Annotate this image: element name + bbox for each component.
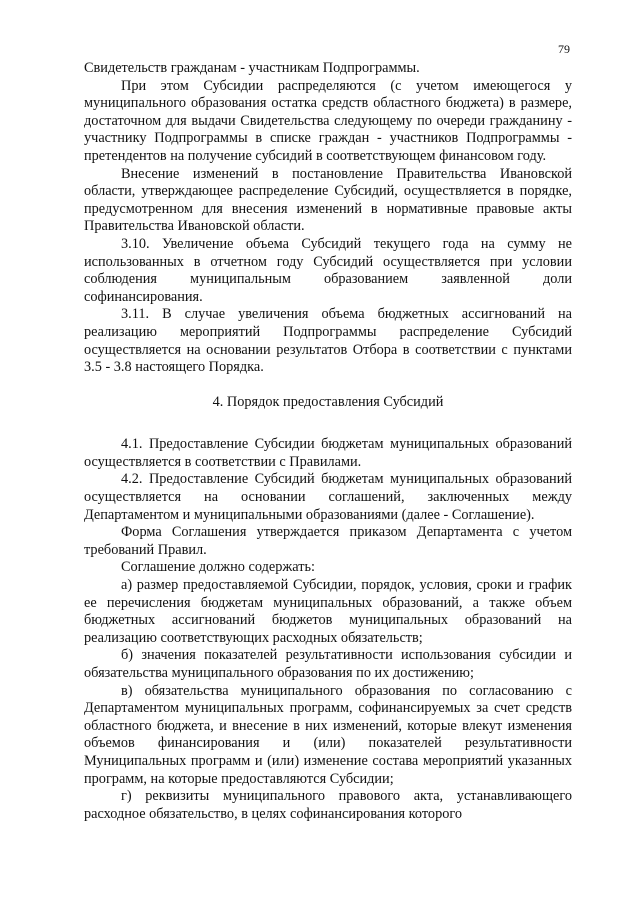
list-item: г) реквизиты муниципального правового акта, устанавливающего расходное обязательство, в целях софинансирования которого — [84, 788, 572, 822]
paragraph: 3.10. Увеличение объема Субсидий текущего года на сумму не использованных в отчетном году Субсидий осуществляется при условии соблюдения муниципальным образованием заявленной доли софинансирования. — [84, 235, 572, 305]
list-item: б) значения показателей результативности использования субсидии и обязательства муниципального образования по их достижению; — [84, 647, 572, 681]
paragraph: 4.2. Предоставление Субсидий бюджетам муниципальных образований осуществляется на основании соглашений, заключенных между Департаментом и муниципальными образованиями (далее - Соглашение). — [84, 471, 572, 523]
paragraph: Форма Соглашения утверждается приказом Департамента с учетом требований Правил. — [84, 524, 572, 558]
paragraph: Внесение изменений в постановление Правительства Ивановской области, утверждающее распределение Субсидий, осуществляется в порядке, предусмотренном для внесения изменений в нормативные правовые акты Правительства Ивановской области. — [84, 165, 572, 235]
list-item: в) обязательства муниципального образования по согласованию с Департаментом муниципальных программ, софинансируемых за счет средств областного бюджета, и внесение в них изменений, которые влекут изменения объемов финансирования и (или) показателей результативности Муниципальных программ и (или) изменение состава мероприятий указанных программ, на которые предоставляются Субсидии; — [84, 682, 572, 787]
list-item: а) размер предоставляемой Субсидии, порядок, условия, сроки и график ее перечисления бюджетам муниципальных образований, а также объем бюджетных ассигнований бюджетов муниципальных образований на реализацию соответствующих расходных обязательств; — [84, 577, 572, 646]
paragraph: 4.1. Предоставление Субсидии бюджетам муниципальных образований осуществляется в соответствии с Правилами. — [84, 436, 572, 470]
page-number: 79 — [558, 42, 570, 56]
paragraph: При этом Субсидии распределяются (с учетом имеющегося у муниципального образования остатка средств областного бюджета) в размере, достаточном для выдачи Свидетельства следующему по очереди гражданину - участнику Подпрограммы в списке граждан - участников Подпрограммы - претендентов на получение субсидий в соответствующем финансовом году. — [84, 77, 572, 164]
section-heading: 4. Порядок предоставления Субсидий — [212, 393, 444, 410]
paragraph: Соглашение должно содержать: — [121, 559, 315, 576]
document-body — [84, 60, 572, 823]
paragraph: Свидетельств гражданам - участникам Подпрограммы. — [84, 60, 420, 76]
paragraph: 3.11. В случае увеличения объема бюджетных ассигнований на реализацию мероприятий Подпрограммы распределение Субсидий осуществляется на основании результатов Отбора в соответствии с пунктами 3.5 - 3.8 настоящего Порядка. — [84, 306, 572, 376]
